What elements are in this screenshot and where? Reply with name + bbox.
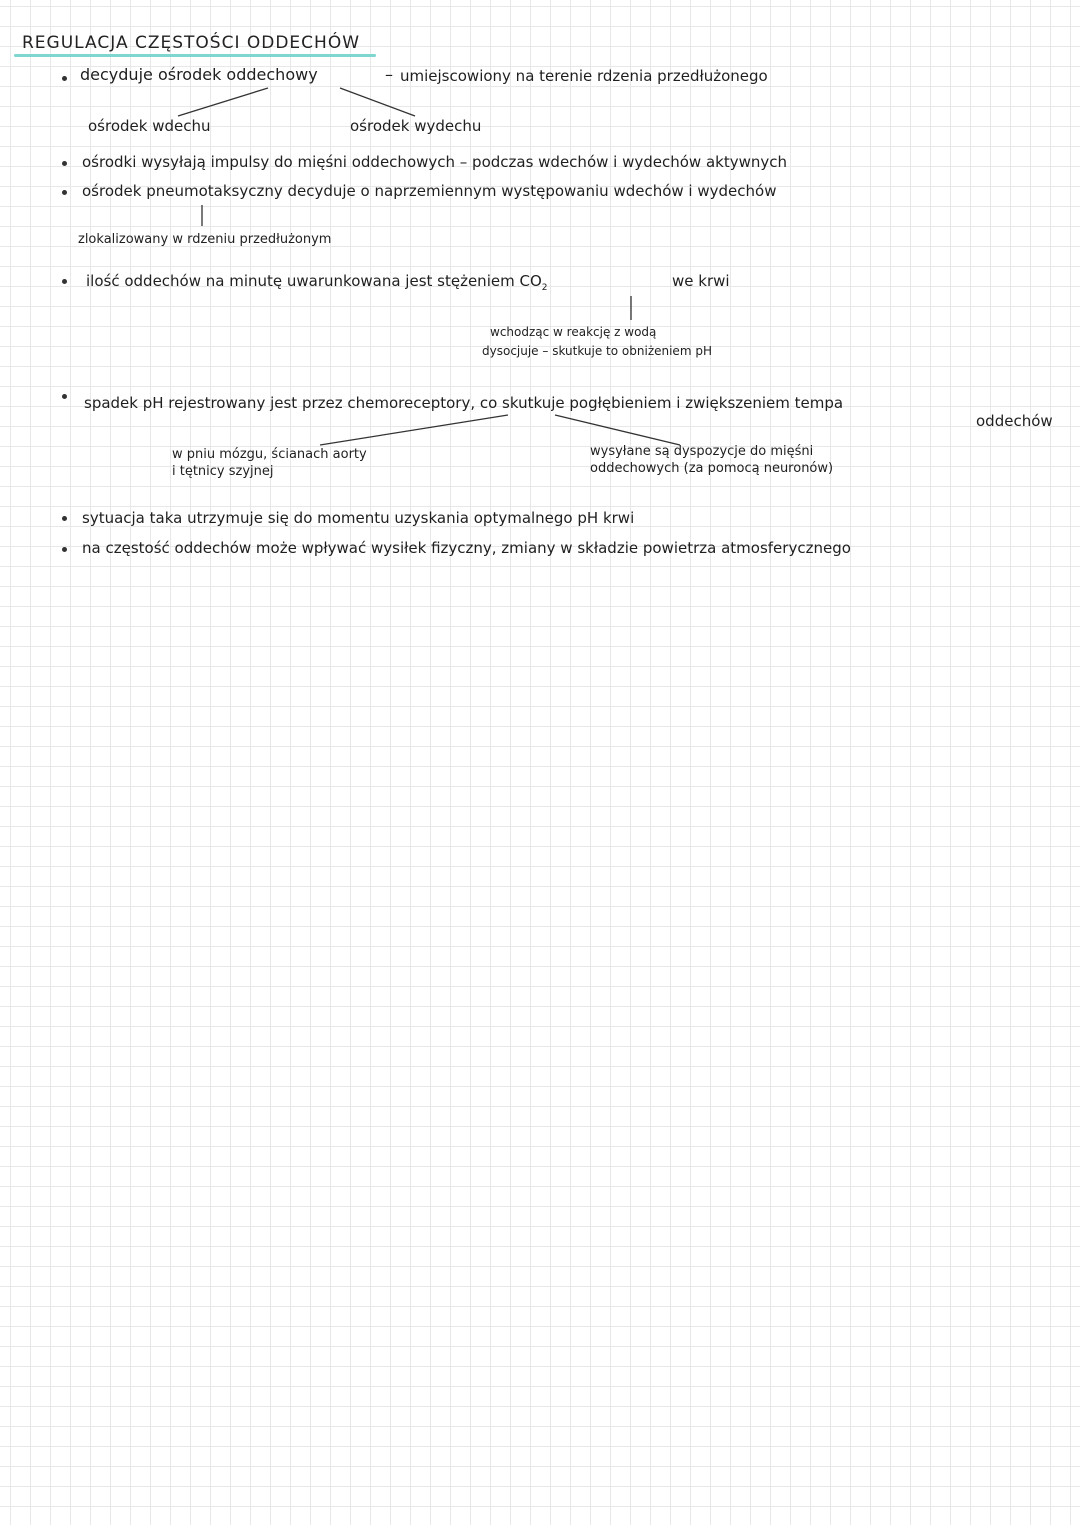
- note-line-4: ilość oddechów na minutę uwarunkowana jest stężeniem $CO_2$: [86, 272, 548, 293]
- co2-note-2: dysocjuje – skutkuje to obniżeniem pH: [482, 344, 712, 358]
- bullet: [62, 190, 67, 195]
- note-line-3: ośrodek pneumotaksyczny decyduje o naprzemiennym występowaniu wdechów i wydechów: [82, 182, 777, 200]
- dash: –: [385, 65, 393, 84]
- note-line-3-sub: zlokalizowany w rdzeniu przedłużonym: [78, 232, 332, 247]
- note-line-5: spadek pH rejestrowany jest przez chemoreceptory, co skutkuje pogłębieniem i zwiększeniem tempa: [84, 394, 844, 412]
- bullet: [62, 161, 67, 166]
- note-line-7: na częstość oddechów może wpływać wysiłek fizyczny, zmiany w składzie powietrza atmosferycznego: [82, 539, 851, 557]
- bullet: [62, 394, 67, 399]
- bullet: [62, 76, 67, 81]
- note-line-5-end: oddechów: [976, 412, 1053, 430]
- bullet: [62, 547, 67, 552]
- note-line-1-location: umiejscowiony na terenie rdzenia przedłużonego: [400, 67, 768, 85]
- chemoreceptor-effect-1: wysyłane są dyspozycje do mięśni: [590, 444, 814, 459]
- branch-inhale-center: ośrodek wdechu: [88, 117, 211, 135]
- note-line-1: decyduje ośrodek oddechowy: [80, 65, 318, 84]
- co2-note-1: wchodząc w reakcję z wodą: [490, 325, 657, 339]
- note-line-2: ośrodki wysyłają impulsy do mięśni oddechowych – podczas wdechów i wydechów aktywnych: [82, 153, 787, 171]
- chemoreceptor-location-1: w pniu mózgu, ścianach aorty: [172, 447, 367, 462]
- bullet: [62, 516, 67, 521]
- bullet: [62, 279, 67, 284]
- chemoreceptor-location-2: i tętnicy szyjnej: [172, 464, 274, 479]
- branch-exhale-center: ośrodek wydechu: [350, 117, 482, 135]
- chemoreceptor-effect-2: oddechowych (za pomocą neuronów): [590, 461, 834, 476]
- note-line-4-end: we krwi: [672, 272, 730, 290]
- page-title: REGULACJA CZĘSTOŚCI ODDECHÓW: [22, 33, 361, 53]
- note-line-6: sytuacja taka utrzymuje się do momentu uzyskania optymalnego pH krwi: [82, 509, 635, 527]
